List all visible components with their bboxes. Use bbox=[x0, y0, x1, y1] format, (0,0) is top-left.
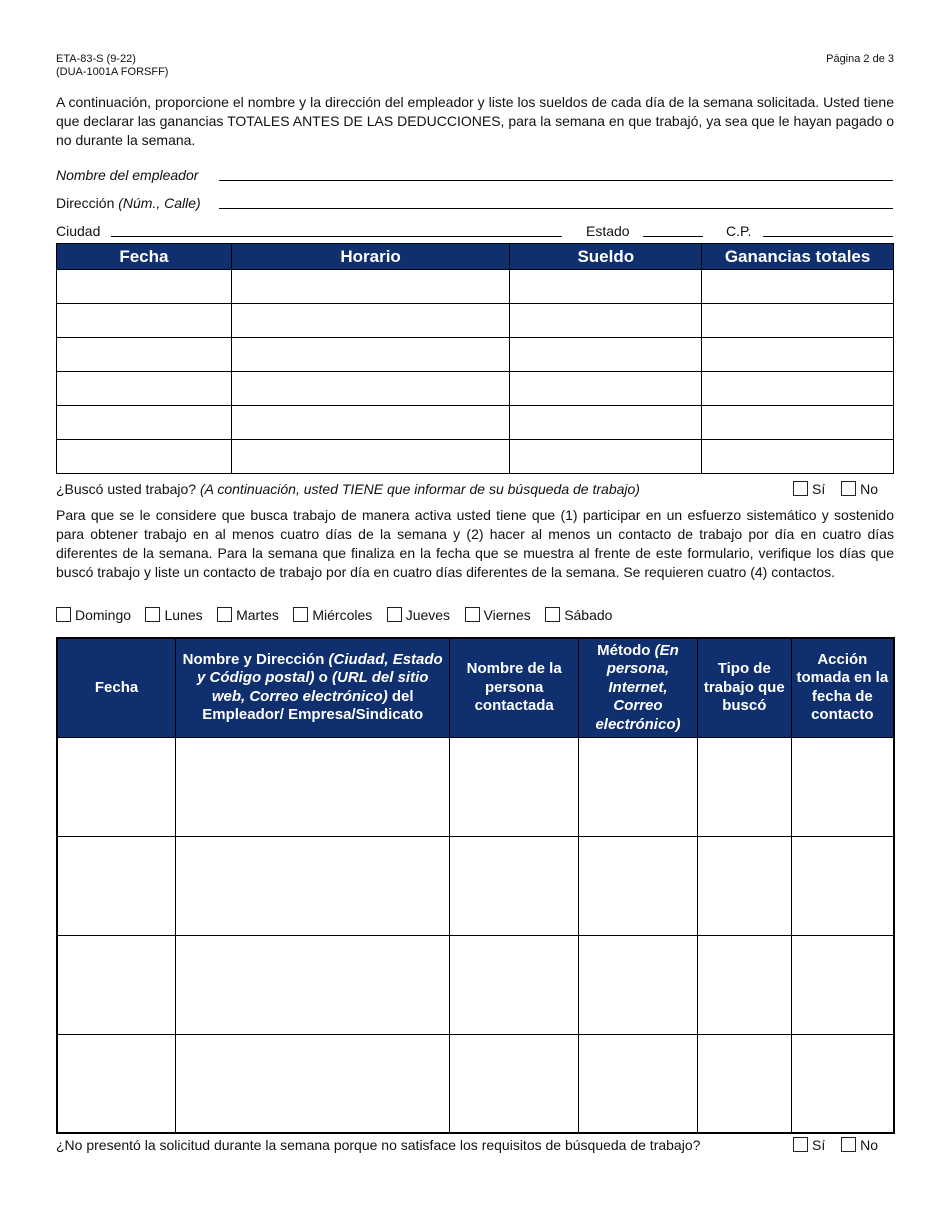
search-answer bbox=[793, 481, 878, 497]
contacts-col-method bbox=[579, 638, 698, 737]
wages-cell[interactable] bbox=[231, 372, 510, 406]
contact-cell[interactable] bbox=[176, 737, 450, 836]
contact-cell[interactable] bbox=[450, 836, 579, 935]
day-saturday[interactable] bbox=[545, 607, 612, 623]
day-friday[interactable] bbox=[465, 607, 531, 623]
page-number: Página 2 de 3 bbox=[826, 53, 894, 65]
table-row bbox=[57, 406, 894, 440]
wages-cell[interactable] bbox=[702, 270, 894, 304]
contact-cell[interactable] bbox=[57, 836, 176, 935]
checkbox-icon[interactable] bbox=[293, 607, 308, 622]
search-no-checkbox[interactable] bbox=[841, 481, 856, 496]
zip-field[interactable] bbox=[763, 236, 893, 237]
wages-cell[interactable] bbox=[57, 338, 232, 372]
contact-cell[interactable] bbox=[791, 737, 894, 836]
col-name-address-c: o bbox=[318, 669, 328, 687]
form-id bbox=[56, 53, 168, 79]
day-sunday[interactable] bbox=[56, 607, 131, 623]
final-no-checkbox[interactable] bbox=[841, 1137, 856, 1152]
day-label: Sábado bbox=[564, 607, 613, 623]
col-name-address-b: (Ciudad, Estado y Código postal) bbox=[196, 650, 443, 687]
contacts-col-name-address bbox=[176, 638, 450, 737]
contact-cell[interactable] bbox=[176, 1034, 450, 1133]
checkbox-icon[interactable] bbox=[545, 607, 560, 622]
search-question-text: ¿Buscó usted trabajo? bbox=[56, 481, 197, 497]
contact-cell[interactable] bbox=[791, 836, 894, 935]
table-row bbox=[57, 1034, 894, 1133]
address-hint: (Núm., Calle) bbox=[118, 195, 201, 211]
wages-cell[interactable] bbox=[57, 270, 232, 304]
wages-cell[interactable] bbox=[231, 270, 510, 304]
contact-cell[interactable] bbox=[697, 935, 791, 1034]
table-row bbox=[57, 737, 894, 836]
employer-name-label: Nombre del empleador bbox=[56, 167, 199, 183]
contacts-col-date: Fecha bbox=[57, 638, 176, 737]
wages-cell[interactable] bbox=[702, 372, 894, 406]
contact-cell[interactable] bbox=[697, 836, 791, 935]
table-row bbox=[57, 935, 894, 1034]
table-row bbox=[57, 836, 894, 935]
wages-cell[interactable] bbox=[510, 440, 702, 474]
contact-cell[interactable] bbox=[697, 1034, 791, 1133]
wages-cell[interactable] bbox=[57, 372, 232, 406]
contact-cell[interactable] bbox=[450, 935, 579, 1034]
wages-header-row bbox=[57, 244, 894, 270]
checkbox-icon[interactable] bbox=[217, 607, 232, 622]
wages-cell[interactable] bbox=[231, 406, 510, 440]
state-label: Estado bbox=[586, 223, 630, 239]
contacts-header-row bbox=[57, 638, 894, 737]
col-method-b: (En persona, Internet, Correo electrónico) bbox=[595, 641, 681, 733]
wages-col-hours: Horario bbox=[231, 244, 510, 270]
days-checkboxes bbox=[56, 607, 622, 625]
form-code: ETA-83-S (9-22) bbox=[56, 53, 136, 65]
day-thursday[interactable] bbox=[387, 607, 450, 623]
day-label: Lunes bbox=[164, 607, 203, 623]
wages-cell[interactable] bbox=[510, 270, 702, 304]
wages-col-wage: Sueldo bbox=[510, 244, 702, 270]
day-wednesday[interactable] bbox=[293, 607, 372, 623]
final-yes-label: Sí bbox=[812, 1137, 826, 1153]
checkbox-icon[interactable] bbox=[465, 607, 480, 622]
search-question-hint: (A continuación, usted TIENE que informar de su búsqueda de trabajo) bbox=[199, 481, 640, 497]
day-monday[interactable] bbox=[145, 607, 202, 623]
wages-cell[interactable] bbox=[702, 440, 894, 474]
wages-table bbox=[56, 243, 894, 474]
contact-cell[interactable] bbox=[57, 737, 176, 836]
final-answer bbox=[793, 1137, 878, 1153]
wages-cell[interactable] bbox=[510, 372, 702, 406]
wages-cell[interactable] bbox=[702, 338, 894, 372]
employer-name-field[interactable] bbox=[219, 180, 893, 181]
contacts-col-action: Acción tomada en la fecha de contacto bbox=[791, 638, 894, 737]
table-row bbox=[57, 270, 894, 304]
city-field[interactable] bbox=[111, 236, 562, 237]
contact-cell[interactable] bbox=[57, 1034, 176, 1133]
wages-cell[interactable] bbox=[57, 304, 232, 338]
day-label: Viernes bbox=[483, 607, 531, 623]
col-method-a: Método bbox=[597, 641, 651, 659]
contact-cell[interactable] bbox=[579, 737, 698, 836]
address-field[interactable] bbox=[219, 208, 893, 209]
search-instructions: Para que se le considere que busca trabajo de manera activa usted tiene que (1) participar en un esfuerzo sistemático y sostenido para obtener trabajo en al menos cuatro días de la semana y (2) hacer al menos un contacto de trabajo por día en cuatro días diferentes de la semana. Para la semana que finaliza en la fecha que se muestra al frente de este formulario, verifique los días que buscó trabajo y liste un contacto de trabajo por día en cuatro días diferentes de la semana. Se requieren cuatro (4) contactos. bbox=[56, 507, 894, 580]
contact-cell[interactable] bbox=[57, 935, 176, 1034]
table-row bbox=[57, 304, 894, 338]
wages-cell[interactable] bbox=[231, 338, 510, 372]
contact-cell[interactable] bbox=[579, 935, 698, 1034]
search-question bbox=[56, 481, 640, 497]
wages-cell[interactable] bbox=[510, 304, 702, 338]
intro-paragraph: A continuación, proporcione el nombre y la dirección del empleador y liste los sueldos de cada día de la semana solicitada. Usted tiene que declarar las ganancias TOTALES ANTES DE LAS DEDUCCIONES, para la semana en que trabajó, ya sea que le hayan pagado o no durante la semana. bbox=[56, 94, 894, 148]
checkbox-icon[interactable] bbox=[56, 607, 71, 622]
search-yes-checkbox[interactable] bbox=[793, 481, 808, 496]
day-label: Miércoles bbox=[312, 607, 373, 623]
day-label: Jueves bbox=[405, 607, 451, 623]
contact-cell[interactable] bbox=[450, 1034, 579, 1133]
contact-cell[interactable] bbox=[450, 737, 579, 836]
col-name-address-e: del Empleador/ Empresa/Sindicato bbox=[202, 687, 424, 724]
wages-cell[interactable] bbox=[57, 406, 232, 440]
contact-cell[interactable] bbox=[791, 1034, 894, 1133]
wages-col-date: Fecha bbox=[57, 244, 232, 270]
form-sub-code: (DUA-1001A FORSFF) bbox=[56, 66, 169, 78]
col-name-address-d: (URL del sitio web, Correo electrónico) bbox=[211, 669, 429, 705]
final-question-text: ¿No presentó la solicitud durante la semana porque no satisface los requisitos de búsqueda de trabajo? bbox=[56, 1137, 701, 1153]
wages-cell[interactable] bbox=[702, 304, 894, 338]
day-label: Domingo bbox=[75, 607, 132, 623]
wages-cell[interactable] bbox=[510, 406, 702, 440]
contact-cell[interactable] bbox=[579, 836, 698, 935]
wages-cell[interactable] bbox=[231, 440, 510, 474]
address-label bbox=[56, 195, 201, 211]
table-row bbox=[57, 440, 894, 474]
day-tuesday[interactable] bbox=[217, 607, 279, 623]
final-yes-checkbox[interactable] bbox=[793, 1137, 808, 1152]
contact-cell[interactable] bbox=[176, 836, 450, 935]
day-label: Martes bbox=[236, 607, 279, 623]
table-row bbox=[57, 372, 894, 406]
contact-cell[interactable] bbox=[791, 935, 894, 1034]
address-label-text: Dirección bbox=[56, 195, 115, 211]
checkbox-icon[interactable] bbox=[387, 607, 402, 622]
search-no-label: No bbox=[860, 481, 879, 497]
state-field[interactable] bbox=[643, 236, 703, 237]
wages-cell[interactable] bbox=[510, 338, 702, 372]
wages-cell[interactable] bbox=[231, 304, 510, 338]
contact-cell[interactable] bbox=[697, 737, 791, 836]
wages-cell[interactable] bbox=[57, 440, 232, 474]
contacts-table bbox=[56, 637, 895, 1134]
contacts-col-person: Nombre de la persona contactada bbox=[450, 638, 579, 737]
contact-cell[interactable] bbox=[176, 935, 450, 1034]
search-yes-label: Sí bbox=[812, 481, 826, 497]
city-label: Ciudad bbox=[56, 223, 101, 239]
contact-cell[interactable] bbox=[579, 1034, 698, 1133]
checkbox-icon[interactable] bbox=[145, 607, 160, 622]
wages-cell[interactable] bbox=[702, 406, 894, 440]
wages-col-total: Ganancias totales bbox=[702, 244, 894, 270]
table-row bbox=[57, 338, 894, 372]
final-no-label: No bbox=[860, 1137, 879, 1153]
contacts-col-job-type: Tipo de trabajo que buscó bbox=[697, 638, 791, 737]
zip-label: C.P. bbox=[726, 223, 752, 239]
col-name-address-a: Nombre y Dirección bbox=[182, 650, 325, 668]
